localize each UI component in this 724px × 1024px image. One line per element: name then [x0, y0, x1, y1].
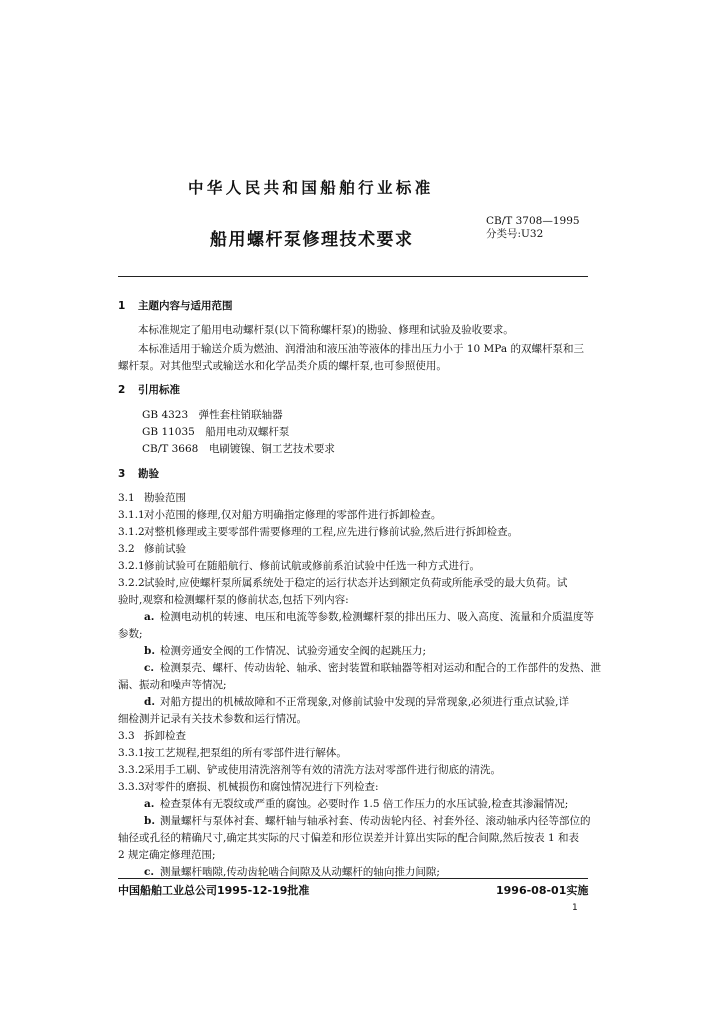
list-item-b: b. 测量螺杆与泵体衬套、螺杆轴与轴承衬套、传动齿轮内径、衬套外径、滚动轴承内径等部位的	[144, 815, 591, 827]
list-item-c: c. 检测泵壳、螺杆、传动齿轮、轴承、密封装置和联轴器等相对运动和配合的工作部件的发热、泄	[144, 662, 601, 674]
clause-3-2-heading: 3.2 修前试验	[118, 543, 186, 555]
section-1-paragraph-2-line-1: 本标准适用于输送介质为燃油、润滑油和液压油等液体的排出压力小于 10 MPa 的双螺杆泵和三	[138, 343, 584, 355]
clause-3-3-1: 3.3.1按工艺规程,把泵组的所有零部件进行解体。	[118, 747, 347, 759]
list-item-c-continued: 漏、振动和噪声等情况;	[118, 679, 227, 691]
list-item-a-continued: 参数;	[118, 628, 143, 640]
list-item-b-continued: 2 规定确定修理范围;	[118, 849, 216, 861]
classification-number: 分类号:U32	[486, 228, 544, 240]
reference-item: CB/T 3668 电刷镀镍、铜工艺技术要求	[142, 443, 335, 455]
list-item-d-continued: 细检测并记录有关技术参数和运行情况。	[118, 713, 307, 725]
list-item-a: a. 检查泵体有无裂纹或严重的腐蚀。必要时作 1.5 倍工作压力的水压试验,检查其渗漏情况;	[144, 798, 569, 810]
list-item-c: c. 测量螺杆啮隙,传动齿轮啮合间隙及从动螺杆的轴向推力间隙;	[144, 866, 440, 878]
clause-3-2-1: 3.2.1修前试验可在随船航行、修前试航或修前系泊试验中任选一种方式进行。	[118, 560, 480, 572]
clause-3-1-1: 3.1.1对小范围的修理,仅对船方明确指定修理的零部件进行拆卸检查。	[118, 509, 442, 521]
clause-3-1-heading: 3.1 勘验范围	[118, 492, 186, 504]
approval-date: 中国船舶工业总公司1995-12-19批准	[118, 884, 310, 897]
standard-number: CB/T 3708—1995	[486, 215, 580, 227]
header-divider	[118, 276, 588, 277]
reference-item: GB 4323 弹性套柱销联轴器	[142, 409, 283, 421]
list-item-d: d. 对船方提出的机械故障和不正常现象,对修前试验中发现的异常现象,必须进行重点试验,详	[144, 696, 570, 708]
section-1-paragraph-2-line-2: 螺杆泵。对其他型式或输送水和化学品类介质的螺杆泵,也可参照使用。	[118, 360, 447, 372]
section-1-heading: 1 主题内容与适用范围	[118, 300, 233, 312]
list-item-b: b. 检测旁通安全阀的工作情况、试验旁通安全阀的起跳压力;	[144, 645, 427, 657]
industry-standard-header: 中华人民共和国船舶行业标准	[188, 179, 434, 197]
page-number: 1	[572, 903, 578, 913]
standard-code-block	[486, 215, 580, 241]
document-title: 船用螺杆泵修理技术要求	[210, 230, 414, 250]
effective-date: 1996-08-01实施	[496, 884, 589, 897]
clause-3-2-2: 3.2.2试验时,应使螺杆泵所属系统处于稳定的运行状态并达到额定负荷或所能承受的最大负荷。试	[118, 577, 568, 589]
clause-3-3-3: 3.3.3对零件的磨损、机械损伤和腐蚀情况进行下列检查:	[118, 781, 379, 793]
clause-3-2-2-continued: 验时,观察和检测螺杆泵的修前状态,包括下列内容:	[118, 594, 349, 606]
clause-3-3-2: 3.3.2采用手工刷、铲或使用清洗溶剂等有效的清洗方法对零部件进行彻底的清洗。	[118, 764, 501, 776]
clause-3-3-heading: 3.3 拆卸检查	[118, 730, 186, 742]
reference-item: GB 11035 船用电动双螺杆泵	[142, 426, 290, 438]
list-item-b-continued: 轴径或孔径的精确尺寸,确定其实际的尺寸偏差和形位误差并计算出实际的配合间隙,然后按表 1 和表	[118, 832, 580, 844]
section-1-paragraph-1: 本标准规定了船用电动螺杆泵(以下简称螺杆泵)的勘验、修理和试验及验收要求。	[138, 324, 514, 336]
section-3-heading: 3 勘验	[118, 468, 159, 480]
footer-divider	[118, 878, 588, 879]
section-2-heading: 2 引用标准	[118, 384, 180, 396]
clause-3-1-2: 3.1.2对整机修理或主要零部件需要修理的工程,应先进行修前试验,然后进行拆卸检查。	[118, 526, 519, 538]
list-item-a: a. 检测电动机的转速、电压和电流等参数,检测螺杆泵的排出压力、吸入高度、流量和介质温度等	[144, 611, 594, 623]
